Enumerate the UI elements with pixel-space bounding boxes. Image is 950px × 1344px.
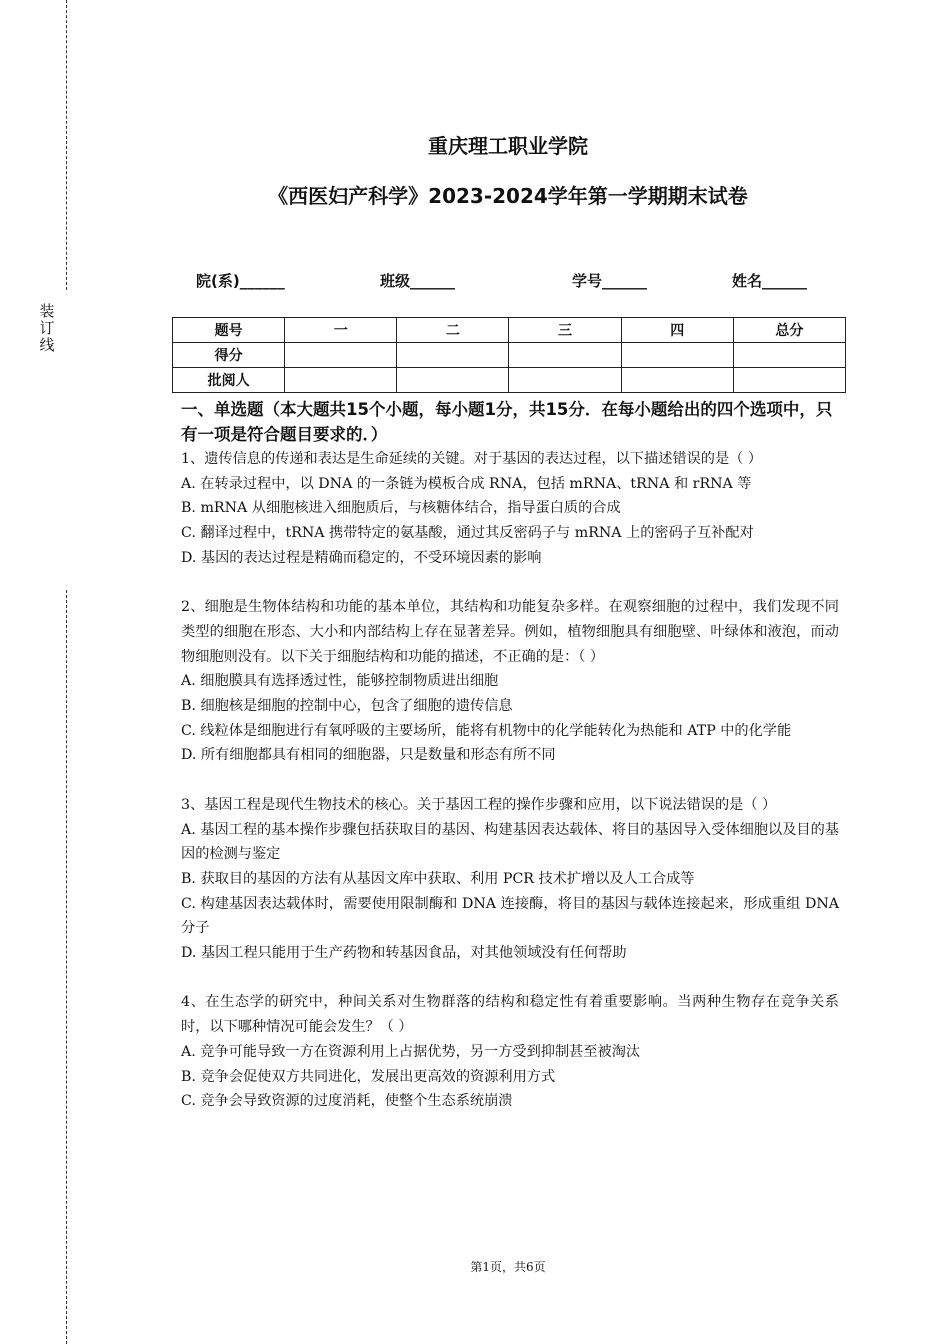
question-1 bbox=[181, 447, 839, 571]
binding-char: 装 bbox=[39, 302, 55, 320]
binding-line-bottom bbox=[66, 590, 67, 1344]
score-cell[interactable] bbox=[285, 343, 397, 368]
question-stem: 2、细胞是生物体结构和功能的基本单位，其结构和功能复杂多样。在观察细胞的过程中，我们发现不同类型的细胞在形态、大小和内部结构上存在显著差异。例如，植物细胞具有细胞壁、叶绿体和液泡，而动物细胞则没有。以下关于细胞结构和功能的描述，不正确的是：（ ） bbox=[181, 599, 839, 665]
header-cell: 题号 bbox=[173, 318, 285, 343]
question-stem: 1、遗传信息的传递和表达是生命延续的关键。对于基因的表达过程，以下描述错误的是（ ） bbox=[181, 451, 763, 467]
header-cell: 一 bbox=[285, 318, 397, 343]
header-cell: 二 bbox=[397, 318, 509, 343]
score-cell[interactable] bbox=[733, 343, 845, 368]
reviewer-cell[interactable] bbox=[621, 368, 733, 393]
reviewer-row bbox=[173, 368, 846, 393]
question-3 bbox=[181, 793, 839, 966]
option: B. 细胞核是细胞的控制中心，包含了细胞的遗传信息 bbox=[181, 698, 513, 715]
option: D. 所有细胞都具有相同的细胞器，只是数量和形态有所不同 bbox=[181, 747, 556, 764]
option: B. 竞争会促使双方共同进化，发展出更高效的资源利用方式 bbox=[181, 1068, 556, 1085]
question-4 bbox=[181, 990, 839, 1114]
option: B. 获取目的基因的方法有从基因文库中获取、利用 PCR 技术扩增以及人工合成等 bbox=[181, 870, 695, 887]
binding-char: 订 bbox=[39, 319, 55, 337]
page-number: 第1页，共6页 bbox=[470, 1260, 546, 1274]
option: D. 基因工程只能用于生产药物和转基因食品，对其他领域没有任何帮助 bbox=[181, 945, 627, 962]
reviewer-cell[interactable] bbox=[397, 368, 509, 393]
exam-title: 《西医妇产科学》2023-2024学年第一学期期末试卷 bbox=[268, 184, 748, 208]
binding-label bbox=[38, 303, 56, 354]
score-table-header-row bbox=[173, 318, 846, 343]
option: A. 竞争可能导致一方在资源利用上占据优势，另一方受到抑制甚至被淘汰 bbox=[181, 1043, 641, 1060]
score-cell[interactable] bbox=[509, 343, 621, 368]
option: A. 基因工程的基本操作步骤包括获取目的基因、构建基因表达载体、将目的基因导入受体细胞以及目的基因的检测与鉴定 bbox=[181, 821, 839, 863]
reviewer-cell[interactable] bbox=[285, 368, 397, 393]
option: B. mRNA 从细胞核进入细胞质后，与核糖体结合，指导蛋白质的合成 bbox=[181, 500, 621, 517]
score-table bbox=[172, 317, 846, 393]
row-label: 得分 bbox=[173, 343, 285, 368]
score-cell[interactable] bbox=[621, 343, 733, 368]
reviewer-cell[interactable] bbox=[509, 368, 621, 393]
student-id-field[interactable]: 学号______ bbox=[572, 272, 648, 290]
header-cell: 四 bbox=[621, 318, 733, 343]
option: A. 细胞膜具有选择透过性，能够控制物质进出细胞 bbox=[181, 673, 499, 690]
option: C. 翻译过程中，tRNA 携带特定的氨基酸，通过其反密码子与 mRNA 上的密码子互补配对 bbox=[181, 525, 754, 542]
score-cell[interactable] bbox=[397, 343, 509, 368]
school-name: 重庆理工职业学院 bbox=[428, 134, 588, 158]
score-row bbox=[173, 343, 846, 368]
binding-char: 线 bbox=[39, 336, 55, 354]
option: C. 竞争会导致资源的过度消耗，使整个生态系统崩溃 bbox=[181, 1093, 513, 1110]
option: D. 基因的表达过程是精确而稳定的，不受环境因素的影响 bbox=[181, 549, 542, 566]
question-stem: 4、在生态学的研究中，种间关系对生物群落的结构和稳定性有着重要影响。当两种生物存在竞争关系时，以下哪种情况可能会发生？（ ） bbox=[181, 994, 839, 1036]
question-2 bbox=[181, 595, 839, 768]
row-label: 批阅人 bbox=[173, 368, 285, 393]
option: C. 构建基因表达载体时，需要使用限制酶和 DNA 连接酶，将目的基因与载体连接起来，形成重组 DNA 分子 bbox=[181, 895, 839, 937]
name-field[interactable]: 姓名______ bbox=[732, 272, 808, 290]
question-stem: 3、基因工程是现代生物技术的核心。关于基因工程的操作步骤和应用，以下说法错误的是（ ） bbox=[181, 796, 777, 813]
header-cell: 三 bbox=[509, 318, 621, 343]
class-field[interactable]: 班级______ bbox=[380, 272, 456, 290]
questions bbox=[181, 447, 839, 1139]
department-field[interactable]: 院(系)______ bbox=[196, 272, 285, 290]
reviewer-cell[interactable] bbox=[733, 368, 845, 393]
section-heading: 一、单选题（本大题共15个小题，每小题1分，共15分．在每小题给出的四个选项中，只有一项是符合题目要求的．） bbox=[181, 400, 833, 444]
option: C. 线粒体是细胞进行有氧呼吸的主要场所，能将有机物中的化学能转化为热能和 ATP 中的化学能 bbox=[181, 722, 792, 739]
header-cell: 总分 bbox=[733, 318, 845, 343]
option: A. 在转录过程中，以 DNA 的一条链为模板合成 RNA，包括 mRNA、tRNA 和 rRNA 等 bbox=[181, 475, 752, 492]
